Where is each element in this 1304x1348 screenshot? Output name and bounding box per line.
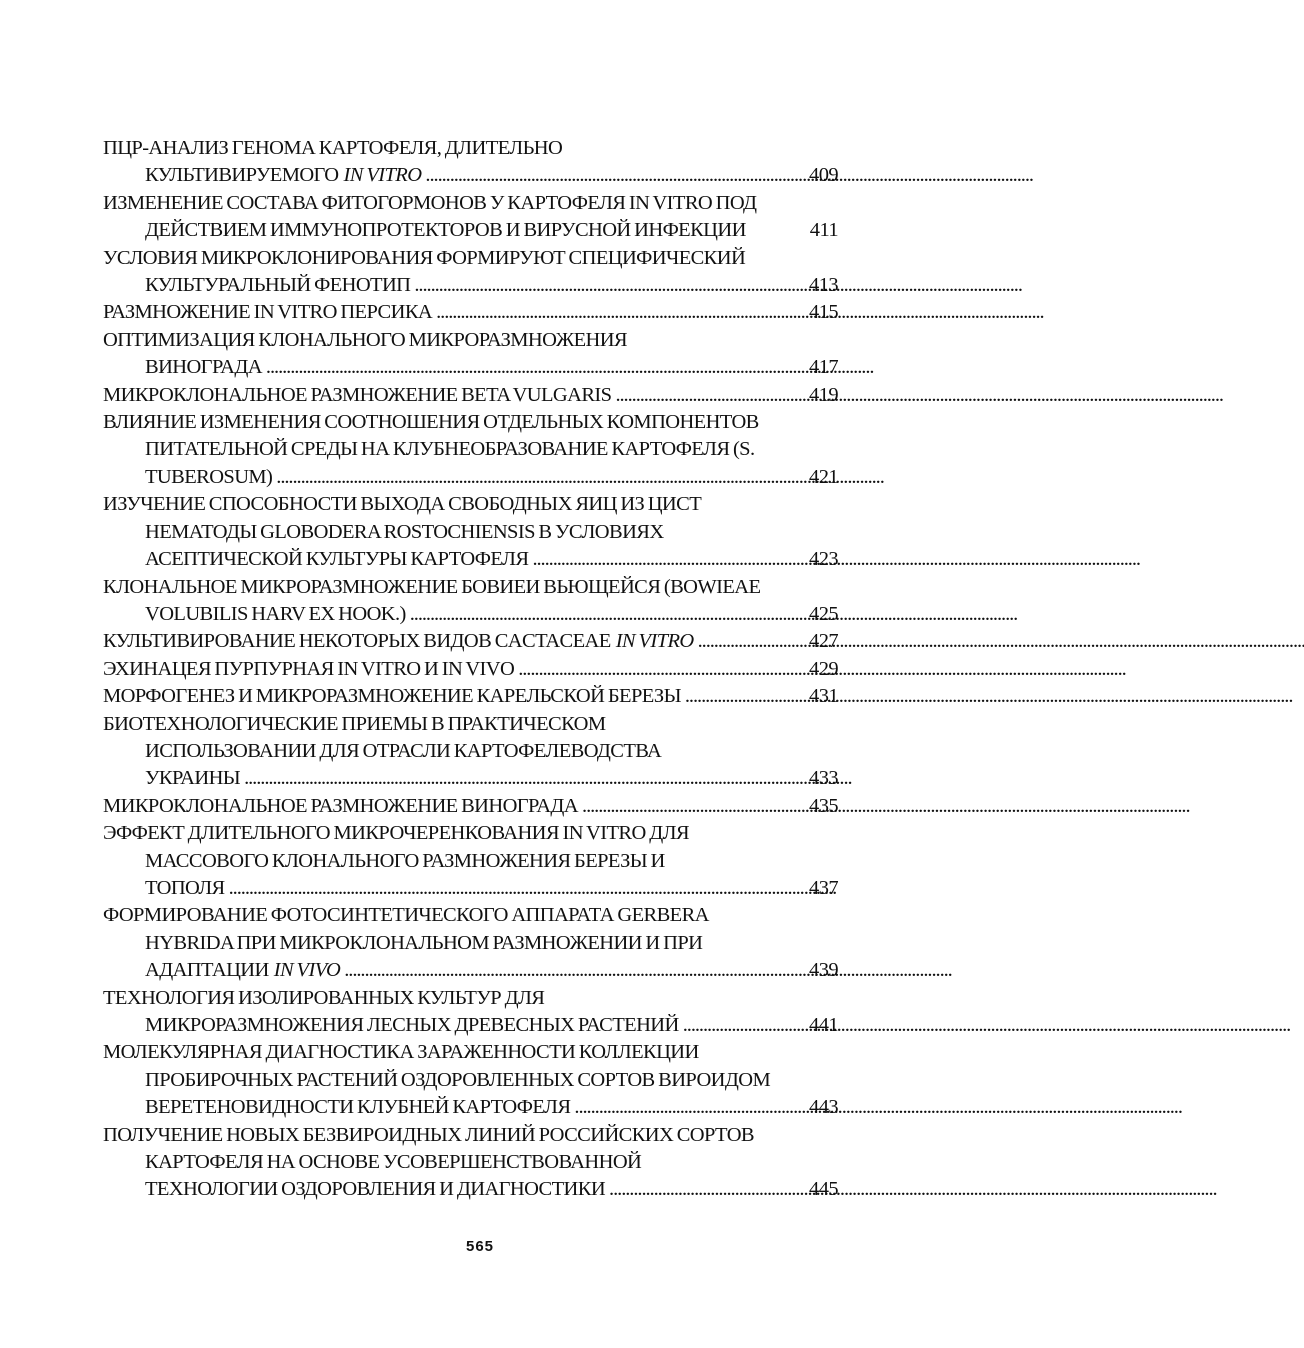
toc-page-number: 429: [809, 657, 838, 680]
toc-entry-title: МАССОВОГО КЛОНАЛЬНОГО РАЗМНОЖЕНИЯ БЕРЕЗЫ И: [145, 849, 665, 872]
toc-entry-title: VOLUBILIS HARV EX HOOK.): [145, 602, 406, 625]
toc-entry-line: [103, 711, 838, 738]
toc-entry: [103, 711, 838, 793]
toc-entry-line: [103, 409, 838, 436]
toc-entry-line: [103, 875, 838, 902]
toc-page-number: 423: [809, 548, 838, 571]
toc-entry-title: БИОТЕХНОЛОГИЧЕСКИЕ ПРИЕМЫ В ПРАКТИЧЕСКОМ: [103, 712, 606, 735]
toc-entry-title: МИКРОКЛОНАЛЬНОЕ РАЗМНОЖЕНИЕ BETA VULGARIS: [103, 383, 612, 406]
toc-entry-title: НЕМАТОДЫ GLOBODERA ROSTOCHIENSIS В УСЛОВИЯХ: [145, 520, 664, 543]
toc-entry-line: [103, 436, 838, 463]
toc-entry: [103, 902, 838, 984]
toc-entry-title: ЭХИНАЦЕЯ ПУРПУРНАЯ IN VITRO И IN VIVO: [103, 657, 515, 680]
toc-page-number: 421: [809, 465, 838, 488]
dot-leader: [698, 628, 800, 655]
dot-leader: [266, 354, 800, 381]
toc-entry-title: ИЗУЧЕНИЕ СПОСОБНОСТИ ВЫХОДА СВОБОДНЫХ ЯИЦ ИЗ ЦИСТ: [103, 493, 702, 516]
toc-entry: [103, 327, 838, 382]
toc-entry: [103, 793, 838, 820]
toc-entry-title: УКРАИНЫ: [145, 767, 241, 790]
toc-entry: [103, 190, 838, 245]
toc-entry-title: TUBEROSUM): [145, 465, 273, 488]
dot-leader: [425, 162, 800, 189]
toc-entry-title: ТЕХНОЛОГИИ ОЗДОРОВЛЕНИЯ И ДИАГНОСТИКИ: [145, 1178, 606, 1201]
dot-leader: [518, 656, 800, 683]
toc-entry-line: [103, 985, 838, 1012]
dot-leader: [685, 683, 800, 710]
toc-entry: [103, 656, 838, 683]
toc-entry-title: УСЛОВИЯ МИКРОКЛОНИРОВАНИЯ ФОРМИРУЮТ СПЕЦИФИЧЕСКИЙ: [103, 246, 746, 269]
toc-entry-line: [103, 190, 838, 217]
dot-leader: [532, 546, 800, 573]
toc-entry-line: [103, 135, 838, 162]
toc-page-number: 427: [809, 630, 838, 653]
toc-entry-title: ПРОБИРОЧНЫХ РАСТЕНИЙ ОЗДОРОВЛЕННЫХ СОРТОВ ВИРОИДОМ: [145, 1068, 771, 1091]
toc-page-number: 425: [809, 602, 838, 625]
toc-entry-line: [103, 519, 838, 546]
toc-entry-line: [103, 683, 838, 710]
toc-entry: [103, 1122, 838, 1204]
toc-entry-title: ВЕРЕТЕНОВИДНОСТИ КЛУБНЕЙ КАРТОФЕЛЯ: [145, 1096, 571, 1119]
toc-entry-title: РАЗМНОЖЕНИЕ IN VITRO ПЕРСИКА: [103, 301, 433, 324]
toc-entry-line: [103, 382, 838, 409]
toc-entry-line: [103, 1176, 838, 1203]
toc-page-number: 431: [809, 685, 838, 708]
toc-entry-title: КУЛЬТИВИРУЕМОГО: [145, 164, 339, 187]
toc-entry-line: [103, 957, 838, 984]
toc-entry-title: КУЛЬТУРАЛЬНЫЙ ФЕНОТИП: [145, 274, 411, 297]
toc-entry: [103, 820, 838, 902]
toc-entry-title: ПОЛУЧЕНИЕ НОВЫХ БЕЗВИРОИДНЫХ ЛИНИЙ РОССИЙСКИХ СОРТОВ: [103, 1123, 754, 1146]
toc-entry-title: МОЛЕКУЛЯРНАЯ ДИАГНОСТИКА ЗАРАЖЕННОСТИ КОЛЛЕКЦИИ: [103, 1041, 699, 1064]
toc-page-number: 445: [809, 1178, 838, 1201]
toc-entry-line: [103, 272, 838, 299]
toc-entry-line: [103, 354, 838, 381]
toc-entry-italic-term: IN VITRO: [343, 164, 422, 187]
toc-entry-line: [103, 162, 838, 189]
toc-entry-line: [103, 1067, 838, 1094]
toc-entry-title: МИКРОКЛОНАЛЬНОЕ РАЗМНОЖЕНИЕ ВИНОГРАДА: [103, 794, 579, 817]
toc-entry-title: АДАПТАЦИИ: [145, 959, 269, 982]
toc-entry-title: ИЗМЕНЕНИЕ СОСТАВА ФИТОГОРМОНОВ У КАРТОФЕЛЯ IN VITRO ПОД: [103, 191, 757, 214]
toc-entry-line: [103, 546, 838, 573]
toc-entry-line: [103, 930, 838, 957]
toc-entry-title: КУЛЬТИВИРОВАНИЕ НЕКОТОРЫХ ВИДОВ CACTACEAE: [103, 630, 611, 653]
toc-entry-title: ПЦР-АНАЛИЗ ГЕНОМА КАРТОФЕЛЯ, ДЛИТЕЛЬНО: [103, 137, 563, 159]
dot-leader: [344, 957, 800, 984]
toc-entry: [103, 574, 838, 629]
toc-entry-line: [103, 656, 838, 683]
toc-page-number: 437: [809, 876, 838, 899]
toc-entry-line: [103, 574, 838, 601]
toc-entry-line: [103, 491, 838, 518]
toc-entry-line: [103, 765, 838, 792]
toc-entry-title: ФОРМИРОВАНИЕ ФОТОСИНТЕТИЧЕСКОГО АППАРАТА GERBERA: [103, 904, 709, 927]
dot-leader: [574, 1094, 800, 1121]
toc-entry-line: [103, 327, 838, 354]
toc-entry-line: [103, 1012, 838, 1039]
toc-entry-line: [103, 1039, 838, 1066]
toc-entry-line: [103, 464, 838, 491]
dot-leader: [414, 272, 800, 299]
toc-entry-title: ИСПОЛЬЗОВАНИИ ДЛЯ ОТРАСЛИ КАРТОФЕЛЕВОДСТВА: [145, 739, 662, 762]
toc-page-number: 409: [809, 164, 838, 187]
dot-leader: [436, 299, 800, 326]
toc-entry-title: ВЛИЯНИЕ ИЗМЕНЕНИЯ СООТНОШЕНИЯ ОТДЕЛЬНЫХ КОМПОНЕНТОВ: [103, 411, 759, 434]
dot-leader: [683, 1012, 800, 1039]
toc-entry: [103, 245, 838, 300]
toc-entry-line: [103, 820, 838, 847]
toc-entry-line: [103, 902, 838, 929]
toc-entry: [103, 382, 838, 409]
toc-page-number: 411: [809, 219, 838, 242]
toc-entry-title: ОПТИМИЗАЦИЯ КЛОНАЛЬНОГО МИКРОРАЗМНОЖЕНИЯ: [103, 328, 627, 351]
toc-entry: [103, 491, 838, 573]
toc-entry: [103, 683, 838, 710]
toc-entry-title: МОРФОГЕНЕЗ И МИКРОРАЗМНОЖЕНИЕ КАРЕЛЬСКОЙ БЕРЕЗЫ: [103, 685, 681, 708]
dot-leader: [229, 875, 800, 902]
toc-entry-title: HYBRIDA ПРИ МИКРОКЛОНАЛЬНОМ РАЗМНОЖЕНИИ И ПРИ: [145, 931, 703, 954]
toc-entry-italic-term: IN VIVO: [273, 959, 341, 982]
toc-entry-title: МИКРОРАЗМНОЖЕНИЯ ЛЕСНЫХ ДРЕВЕСНЫХ РАСТЕНИЙ: [145, 1014, 679, 1036]
toc-entry-title: ДЕЙСТВИЕМ ИММУНОПРОТЕКТОРОВ И ВИРУСНОЙ ИНФЕКЦИИ: [145, 219, 746, 242]
toc-page-number: 439: [809, 959, 838, 982]
toc-entry-line: [103, 1149, 838, 1176]
toc-entry-line: [103, 1122, 838, 1149]
toc-entry-line: [103, 738, 838, 765]
toc-entry-line: [103, 217, 838, 244]
toc-entry-line: [103, 628, 838, 655]
toc-entry: [103, 1039, 838, 1121]
toc-entry-title: ТОПОЛЯ: [145, 876, 225, 899]
toc-page-number: 443: [809, 1096, 838, 1119]
toc-entry-title: ЭФФЕКТ ДЛИТЕЛЬНОГО МИКРОЧЕРЕНКОВАНИЯ IN VITRO ДЛЯ: [103, 822, 689, 845]
toc-page-number: 419: [809, 383, 838, 406]
dot-leader: [582, 793, 800, 820]
toc-entry-title: КЛОНАЛЬНОЕ МИКРОРАЗМНОЖЕНИЕ БОВИЕИ ВЬЮЩЕЙСЯ (BOWIEAE: [103, 575, 761, 598]
dot-leader: [615, 382, 800, 409]
toc-entry: [103, 628, 838, 655]
table-of-contents: [103, 135, 838, 1204]
toc-entry-title: ПИТАТЕЛЬНОЙ СРЕДЫ НА КЛУБНЕОБРАЗОВАНИЕ КАРТОФЕЛЯ (S.: [145, 438, 755, 461]
toc-page-number: 415: [809, 301, 838, 324]
dot-leader: [609, 1176, 800, 1203]
toc-entry-title: ТЕХНОЛОГИЯ ИЗОЛИРОВАННЫХ КУЛЬТУР ДЛЯ: [103, 986, 545, 1009]
toc-page-number: 417: [809, 356, 838, 379]
page-number: 565: [465, 1238, 495, 1255]
dot-leader: [244, 765, 800, 792]
toc-entry: [103, 985, 838, 1040]
toc-entry: [103, 135, 838, 190]
toc-entry-line: [103, 793, 838, 820]
toc-page-number: 413: [809, 274, 838, 297]
toc-entry-italic-term: IN VITRO: [615, 630, 694, 653]
toc-entry: [103, 409, 838, 491]
dot-leader: [410, 601, 800, 628]
toc-entry-title: ВИНОГРАДА: [145, 356, 262, 379]
toc-entry-title: АСЕПТИЧЕСКОЙ КУЛЬТУРЫ КАРТОФЕЛЯ: [145, 548, 529, 571]
toc-entry-line: [103, 245, 838, 272]
toc-entry: [103, 299, 838, 326]
toc-entry-line: [103, 601, 838, 628]
dot-leader: [276, 464, 800, 491]
toc-entry-line: [103, 848, 838, 875]
toc-entry-line: [103, 299, 838, 326]
toc-entry-line: [103, 1094, 838, 1121]
toc-entry-title: КАРТОФЕЛЯ НА ОСНОВЕ УСОВЕРШЕНСТВОВАННОЙ: [145, 1151, 642, 1174]
toc-page-number: 433: [809, 767, 838, 790]
toc-page-number: 435: [809, 794, 838, 817]
toc-page-number: 441: [809, 1014, 838, 1036]
